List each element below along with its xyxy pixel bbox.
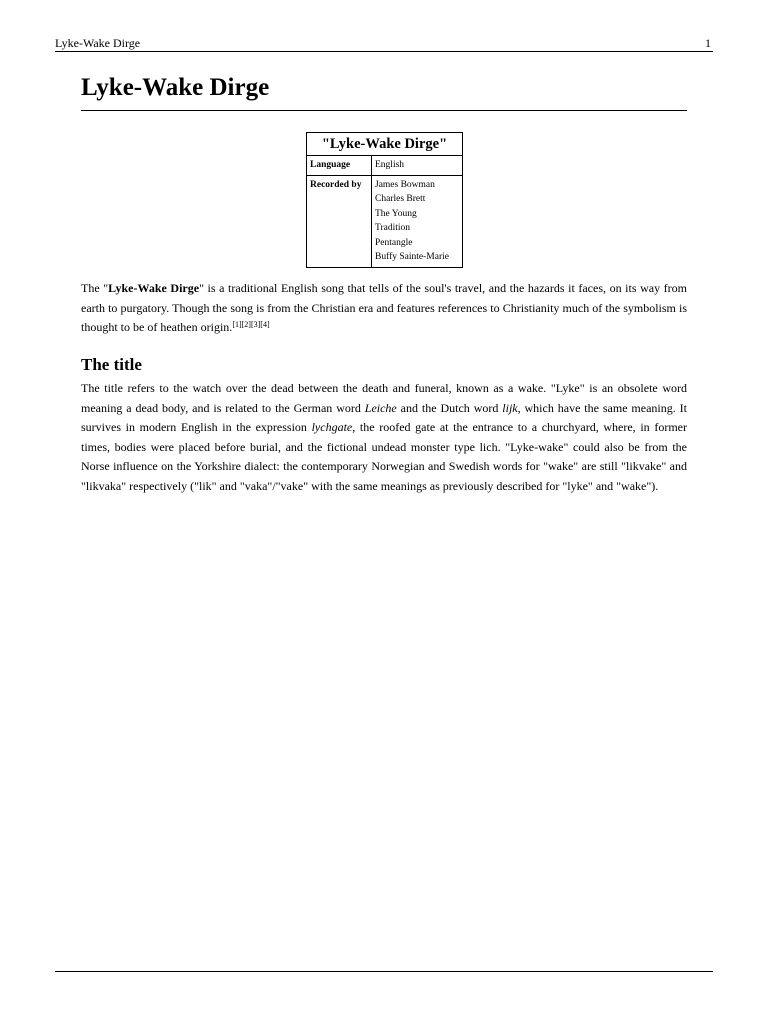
recorded-by-item: Tradition [375,223,411,234]
section-text: , which have the same meaning. It survives in modern English in the expression [81,400,687,434]
recorded-by-item: The Young [375,208,417,219]
running-header [55,35,713,52]
section-text: The title refers to the watch over the dead between the death and funeral, known as a wake. "Lyke" is an obsolete word meaning a dead body, and is related to the German word [81,381,687,415]
section-text: and the Dutch word [396,400,503,415]
infobox-label-recorded-by: Recorded by [307,175,372,268]
intro-text: The " [81,281,109,295]
italic-term: Leiche [364,400,397,415]
section-text: , the roofed gate at the entrance to a churchyard, where, in former times, bodies were placed before burial, and the fictional undead monster type lich. "Lyke-wake" could also be from the Norse influence on the Yorkshire dialect: the contemporary Norwegian and Swedish words for "wake" are still "likvake" and "likvaka" respectively ("lik" and "vaka"/"vake" with the same meanings as previously described for "lyke" and "wake"). [81,420,687,493]
section-heading-the-title: The title [81,355,142,374]
infobox-row-language [307,156,463,176]
infobox [306,132,463,268]
infobox-caption: "Lyke-Wake Dirge" [307,133,463,156]
section-paragraph [81,379,687,496]
recorded-by-item: Buffy Sainte-Marie [375,252,449,263]
recorded-by-item: Pentangle [375,237,413,248]
italic-term: lijk [502,400,518,415]
infobox-value-language: English [372,156,463,176]
page-number: 1 [705,36,711,50]
citation-links[interactable]: [1][2][3][4] [232,320,270,329]
recorded-by-item: Charles Brett [375,194,426,205]
intro-text: " is a traditional English song that tells of the soul's travel, and the hazards it faces, on its way from earth to purgatory. Though the song is from the Christian era and features references to Christianity much of the symbolism is thought to be of heathen origin. [81,281,687,334]
recorded-by-item: James Bowman [375,179,435,190]
intro-paragraph [81,279,687,338]
page-title: Lyke-Wake Dirge [81,70,687,111]
running-header-title: Lyke-Wake Dirge [55,36,141,50]
infobox-row-recorded-by [307,175,463,268]
footer-rule [55,971,713,972]
infobox-value-recorded-by [372,175,463,268]
intro-bold-title: Lyke-Wake Dirge [108,281,200,295]
infobox-label-language: Language [307,156,372,176]
italic-term: lychgate [311,420,353,434]
